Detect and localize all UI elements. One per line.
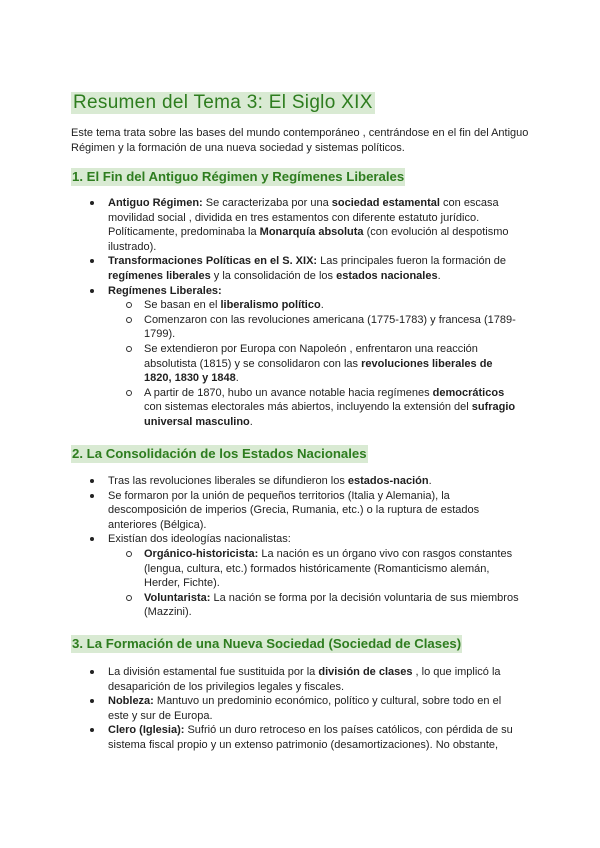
sub-list: [108, 547, 520, 620]
item-label: Regímenes Liberales:: [108, 284, 222, 297]
sub-list-item: Comenzaron con las revoluciones americana (1775-1783) y francesa (1789-1799).: [108, 313, 520, 342]
section-2-heading: 2. La Consolidación de los Estados Nacionales: [72, 446, 367, 461]
section-3-list: [90, 665, 520, 753]
sub-list-item: Se basan en el liberalismo político.: [108, 298, 520, 313]
sub-list-item: Orgánico-historicista: La nación es un órgano vivo con rasgos constantes (lengua, cultura, etc.) formados históricamente (Romanticismo alemán, Herder, Fichte).: [108, 547, 520, 591]
list-item: Se formaron por la unión de pequeños territorios (Italia y Alemania), la descomposición de imperios (Grecia, Rumania, etc.) o la ruptura de estados anteriores (Bélgica).: [90, 489, 520, 533]
section-2-list: [90, 474, 520, 620]
page-title: Resumen del Tema 3: El Siglo XIX: [73, 92, 373, 113]
item-label: Antiguo Régimen:: [108, 197, 203, 209]
list-item: Antiguo Régimen: Se caracterizaba por una sociedad estamental con escasa movilidad social , dividida en tres estamentos con diferente estatuto jurídico. Políticamente, predominaba la Monarquía absoluta (con evolución al despotismo ilustrado).: [90, 196, 520, 254]
list-item: [90, 284, 520, 430]
section-1-list: [90, 196, 520, 430]
list-item: Transformaciones Políticas en el S. XIX: Las principales fueron la formación de regímenes liberales y la consolidación de los estados nacionales.: [90, 254, 520, 283]
sub-list-item: Voluntarista: La nación se forma por la decisión voluntaria de sus miembros (Mazzini).: [108, 591, 520, 620]
list-item: La división estamental fue sustituida por la división de clases , lo que implicó la desaparición de los privilegios legales y fiscales.: [90, 665, 520, 694]
item-label: Transformaciones Políticas en el S. XIX:: [108, 255, 318, 268]
sub-list: [108, 298, 520, 429]
list-item: Tras las revoluciones liberales se difundieron los estados-nación.: [90, 474, 520, 489]
list-item: Existían dos ideologías nacionalistas: Orgánico-historicista: La nación es un órgano vivo con rasgos constantes (lengua, cultura, etc.) formados históricamente (Romanticismo alemán, Herder, Fichte). Voluntarista: La nación se forma por la decisión voluntaria de sus miembros (Mazzini).: [90, 532, 520, 620]
list-item: Nobleza: Mantuvo un predominio económico, político y cultural, sobre todo en el este y sur de Europa.: [90, 694, 520, 723]
list-item: Clero (Iglesia): Sufrió un duro retroceso en los países católicos, con pérdida de su sistema fiscal propio y un extenso patrimonio (desamortizaciones). No obstante,: [90, 723, 520, 752]
sub-list-item: Se extendieron por Europa con Napoleón , enfrentaron una reacción absolutista (1815) y se consolidaron con las revoluciones liberales de 1820, 1830 y 1848.: [108, 342, 520, 386]
intro-paragraph: Este tema trata sobre las bases del mundo contemporáneo , centrándose en el fin del Antiguo Régimen y la formación de una nueva sociedad y sistemas políticos.: [71, 127, 529, 154]
section-3-heading: 3. La Formación de una Nueva Sociedad (Sociedad de Clases): [72, 636, 462, 651]
sub-list-item: A partir de 1870, hubo un avance notable hacia regímenes democráticos con sistemas electorales más abiertos, incluyendo la extensión del sufragio universal masculino.: [108, 386, 520, 430]
section-1-heading: 1. El Fin del Antiguo Régimen y Regímenes Liberales: [72, 169, 405, 184]
